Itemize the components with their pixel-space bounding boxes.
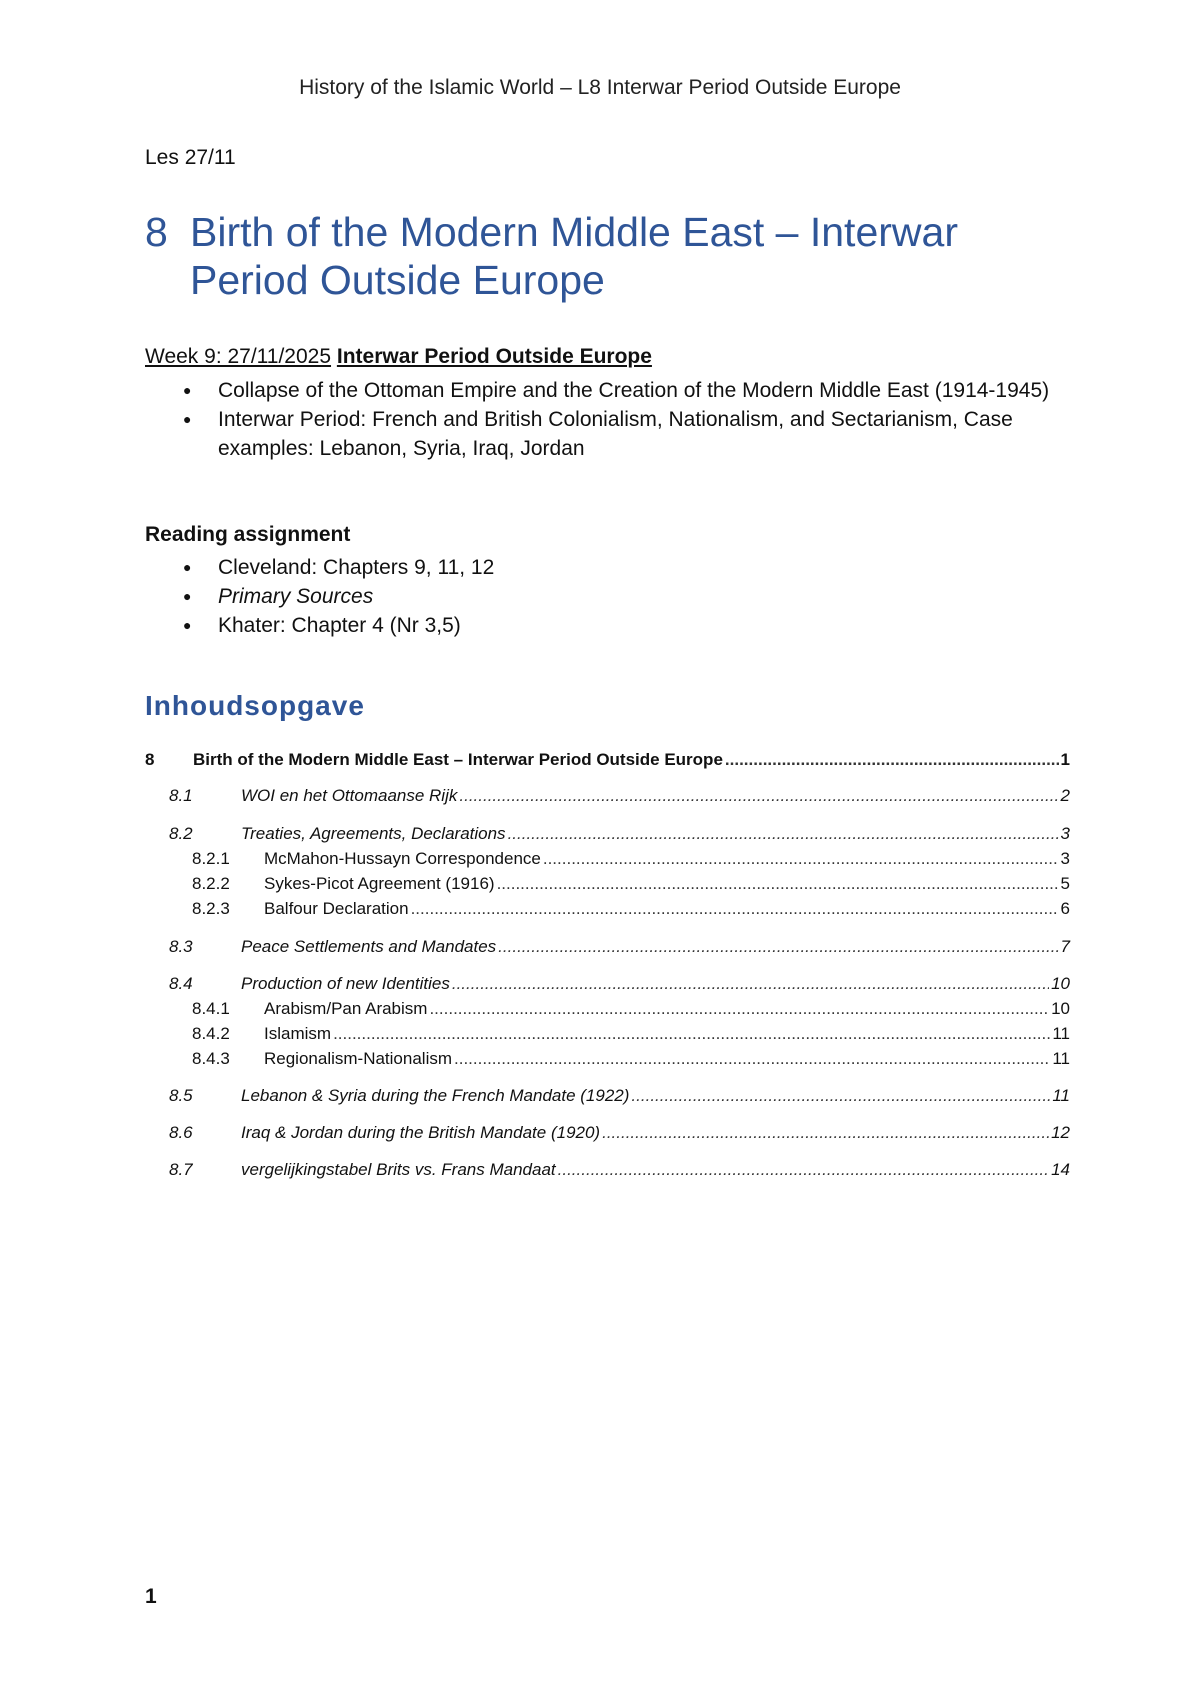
week-line <box>145 345 652 369</box>
week-prefix: Week 9: 27/11/2025 <box>145 345 332 368</box>
bullet-icon: ● <box>183 411 192 427</box>
toc-text: Arabism/Pan Arabism <box>264 999 428 1018</box>
toc-text: Sykes-Picot Agreement (1916) <box>264 874 495 893</box>
toc-page: 2 <box>1060 786 1070 805</box>
reading-list <box>145 553 1075 640</box>
toc-number: 8.4.1 <box>192 999 230 1018</box>
toc-text: Treaties, Agreements, Declarations <box>241 824 506 843</box>
toc-number: 8.3 <box>169 937 193 956</box>
toc-number: 8.4 <box>169 974 193 993</box>
toc-leader <box>631 1086 1050 1106</box>
toc-leader <box>333 1024 1050 1044</box>
toc-text: Lebanon & Syria during the French Mandate (1922) <box>241 1086 630 1105</box>
toc-leader <box>429 999 1049 1019</box>
toc-leader <box>452 974 1049 994</box>
list-item <box>145 553 1075 582</box>
toc-entry[interactable] <box>145 1160 1070 1184</box>
list-item <box>145 611 1075 640</box>
toc-leader <box>411 899 1059 919</box>
toc-text: McMahon-Hussayn Correspondence <box>264 849 541 868</box>
toc-number: 8.2 <box>169 824 193 843</box>
toc-text: vergelijkingstabel Brits vs. Frans Mandaat <box>241 1160 556 1179</box>
toc-page: 7 <box>1060 937 1070 956</box>
toc-number: 8.7 <box>169 1160 193 1179</box>
toc-number: 8.5 <box>169 1086 193 1105</box>
toc-page: 12 <box>1051 1123 1070 1142</box>
reading-text: Cleveland: Chapters 9, 11, 12 <box>218 556 495 579</box>
toc-leader <box>454 1049 1050 1069</box>
toc-number: 8.4.2 <box>192 1024 230 1043</box>
toc-entry[interactable] <box>145 1024 1070 1048</box>
toc-number: 8.2.2 <box>192 874 230 893</box>
toc-leader <box>602 1123 1049 1143</box>
toc-entry[interactable] <box>145 1123 1070 1147</box>
toc-entry[interactable] <box>145 937 1070 961</box>
toc-text: Production of new Identities <box>241 974 450 993</box>
bullet-icon: ● <box>183 382 192 398</box>
toc-entry[interactable] <box>145 824 1070 848</box>
toc-text: Balfour Declaration <box>264 899 409 918</box>
toc-page: 11 <box>1052 1024 1070 1043</box>
toc-page: 14 <box>1051 1160 1070 1179</box>
toc-number: 8.2.3 <box>192 899 230 918</box>
topics-list <box>145 376 1075 463</box>
toc-entry[interactable] <box>145 874 1070 898</box>
page-number: 1 <box>145 1585 157 1608</box>
reading-text: Primary Sources <box>218 585 374 608</box>
toc-leader <box>497 874 1059 894</box>
week-title: Interwar Period Outside Europe <box>336 345 652 368</box>
reading-heading: Reading assignment <box>145 523 351 546</box>
toc-entry[interactable] <box>145 849 1070 873</box>
toc-entry[interactable] <box>145 786 1070 810</box>
toc-text: Iraq & Jordan during the British Mandate (1920) <box>241 1123 601 1142</box>
topic-text: Collapse of the Ottoman Empire and the Creation of the Modern Middle East (1914-1945) <box>218 379 1050 402</box>
toc-text: Regionalism-Nationalism <box>264 1049 453 1068</box>
toc-leader <box>558 1160 1049 1180</box>
bullet-icon: ● <box>183 617 192 633</box>
reading-text: Khater: Chapter 4 (Nr 3,5) <box>218 614 461 637</box>
list-item <box>145 582 1075 611</box>
chapter-title: Birth of the Modern Middle East – Interwar Period Outside Europe <box>190 209 958 303</box>
toc-page: 3 <box>1060 824 1070 843</box>
toc-number: 8 <box>145 750 155 769</box>
lesson-date: Les 27/11 <box>145 146 236 169</box>
list-item <box>145 376 1075 405</box>
toc-page: 1 <box>1060 750 1070 769</box>
toc-page: 10 <box>1051 974 1070 993</box>
toc-number: 8.2.1 <box>192 849 230 868</box>
bullet-icon: ● <box>183 559 192 575</box>
toc-page: 6 <box>1060 899 1070 918</box>
toc-title: Inhoudsopgave <box>145 690 365 721</box>
toc-text: Islamism <box>264 1024 332 1043</box>
list-item <box>145 405 1075 463</box>
toc-text: WOI en het Ottomaanse Rijk <box>241 786 458 805</box>
topic-text: Interwar Period: French and British Colonialism, Nationalism, and Sectarianism, Case examples: Lebanon, Syria, Iraq, Jordan <box>218 408 1013 460</box>
toc-entry[interactable] <box>145 1049 1070 1073</box>
toc-entry[interactable] <box>145 974 1070 998</box>
chapter-heading <box>145 208 1075 304</box>
toc-entry[interactable] <box>145 899 1070 923</box>
toc-number: 8.1 <box>169 786 193 805</box>
toc-page: 5 <box>1060 874 1070 893</box>
toc-leader <box>498 937 1058 957</box>
toc-page: 10 <box>1051 999 1070 1018</box>
toc-entry[interactable] <box>145 750 1070 774</box>
toc-leader <box>543 849 1059 869</box>
toc-page: 11 <box>1052 1086 1070 1105</box>
toc-page: 11 <box>1052 1049 1070 1068</box>
toc-page: 3 <box>1060 849 1070 868</box>
page-header: History of the Islamic World – L8 Interwar Period Outside Europe <box>299 76 901 99</box>
toc-leader <box>459 786 1058 806</box>
toc-text: Birth of the Modern Middle East – Interwar Period Outside Europe <box>193 750 723 769</box>
toc-number: 8.6 <box>169 1123 193 1142</box>
toc-entry[interactable] <box>145 1086 1070 1110</box>
toc-entry[interactable] <box>145 999 1070 1023</box>
toc-text: Peace Settlements and Mandates <box>241 937 497 956</box>
toc-leader <box>725 750 1059 770</box>
toc-number: 8.4.3 <box>192 1049 230 1068</box>
bullet-icon: ● <box>183 588 192 604</box>
toc-leader <box>508 824 1059 844</box>
chapter-number: 8 <box>145 209 168 255</box>
